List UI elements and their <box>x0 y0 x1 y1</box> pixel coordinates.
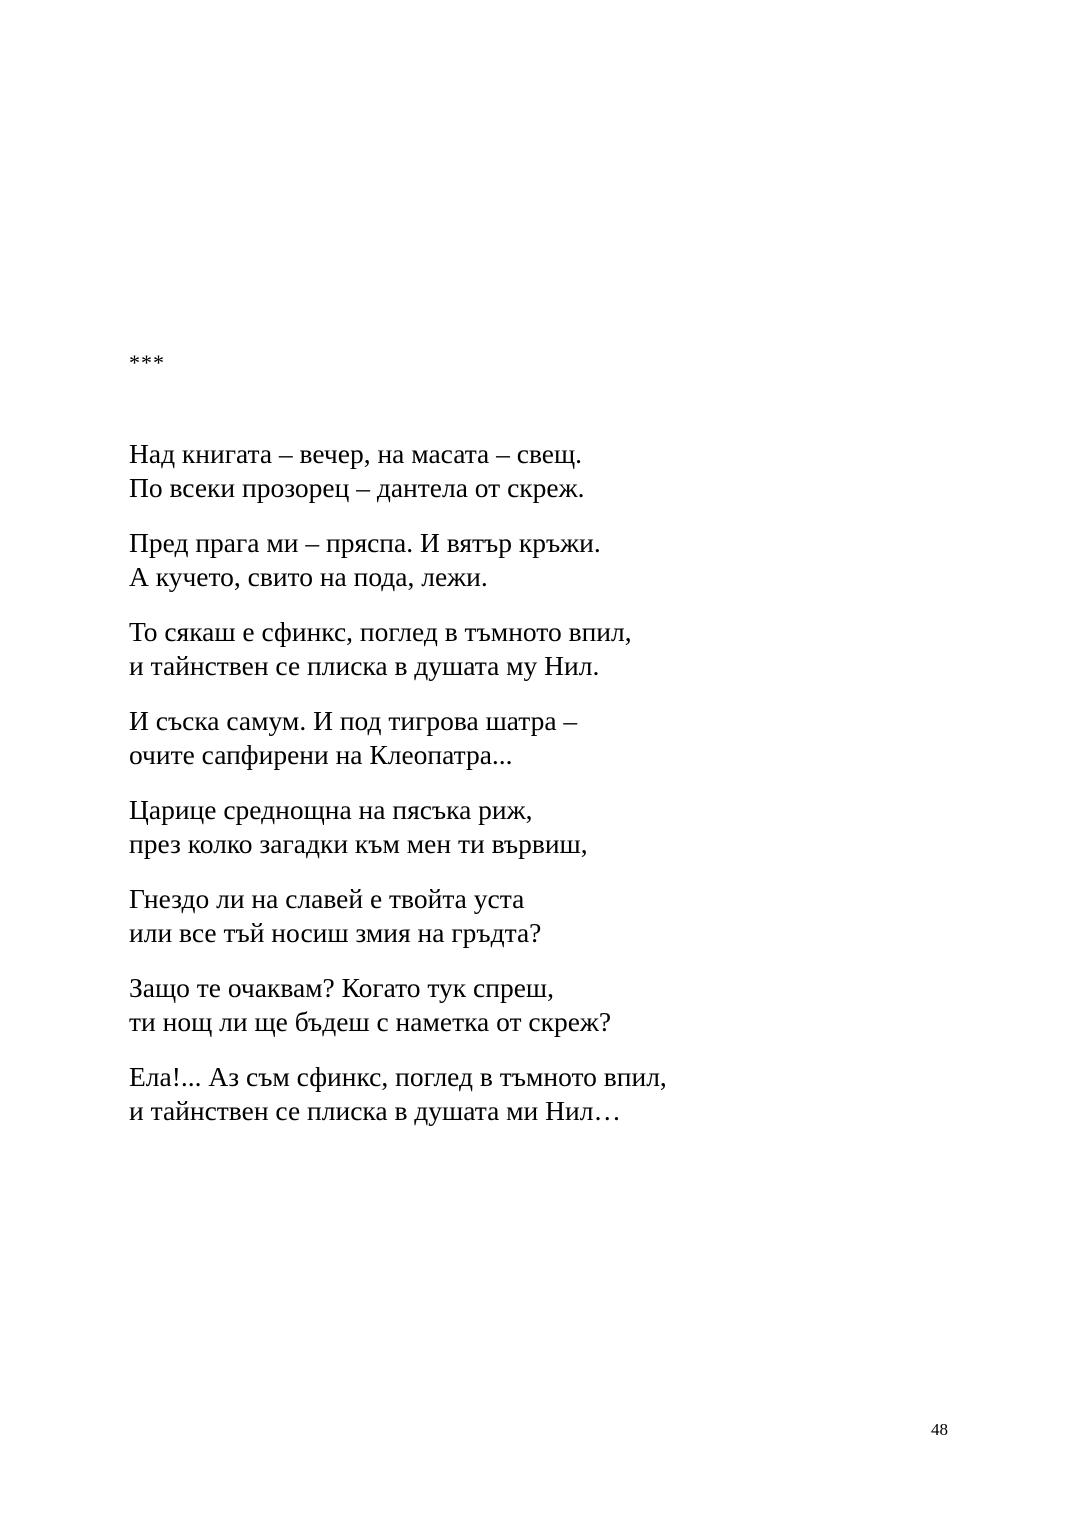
poem-line: Пред прага ми – пряспа. И вятър кръжи. <box>129 527 601 558</box>
poem-line: Царице среднощна на пясъка риж, <box>129 794 533 825</box>
stanza-separator: *** <box>129 350 165 375</box>
poem-body <box>129 437 989 1149</box>
poem-line: Защо те очаквам? Когато тук спреш, <box>129 972 554 1003</box>
poem-line: очите сапфирени на Клеопатра... <box>129 739 513 770</box>
stanza <box>129 793 989 861</box>
poem-line: А кучето, свито на пода, лежи. <box>129 561 488 592</box>
poem-line: Гнездо ли на славей е твойта уста <box>129 883 525 914</box>
stanza <box>129 526 989 594</box>
poem-line: Над книгата – вечер, на масата – свещ. <box>129 438 583 469</box>
poem-line: И съска самум. И под тигрова шатра – <box>129 705 578 736</box>
stanza <box>129 437 989 505</box>
poem-line: и тайнствен се плиска в душата ми Нил… <box>129 1095 621 1126</box>
poem-line: и тайнствен се плиска в душата му Нил. <box>129 650 600 681</box>
stanza <box>129 615 989 683</box>
stanza <box>129 1060 989 1128</box>
page-number: 48 <box>931 1420 948 1439</box>
stanza <box>129 704 989 772</box>
poem-line: По всеки прозорец – дантела от скреж. <box>129 472 585 503</box>
stanza <box>129 882 989 950</box>
stanza <box>129 971 989 1039</box>
poem-line: през колко загадки към мен ти вървиш, <box>129 828 588 859</box>
poem-line: ти нощ ли ще бъдеш с наметка от скреж? <box>129 1006 612 1037</box>
poem-line: или все тъй носиш змия на гръдта? <box>129 917 542 948</box>
poem-line: То сякаш е сфинкс, поглед в тъмното впил, <box>129 616 632 647</box>
poem-line: Ела!... Аз съм сфинкс, поглед в тъмното впил, <box>129 1061 667 1092</box>
